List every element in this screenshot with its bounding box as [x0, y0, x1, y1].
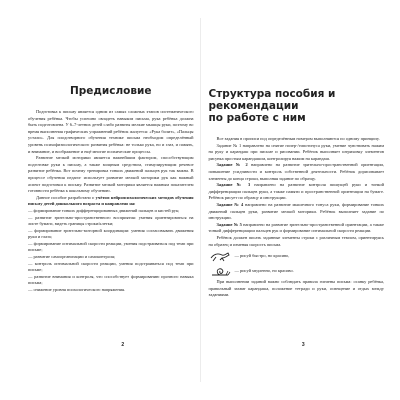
example-slow-text: — рисуй медленно, но красиво. — [234, 267, 294, 273]
right-page-title — [209, 88, 384, 124]
list-item: — формирование оптимальной скорости реакции, умения подстраиваться под темп при письме; — [28, 240, 194, 253]
list-item: — контроль оптимальной скорости реакции, умения подстраиваться под темп при письме; — [28, 260, 194, 273]
task-text: направлено на развитие мышечного тонуса руки, формирование тонких движений пальцев руки, развитие мелкой моторики. Ребёнок выполняет задание по инструкции. — [208, 201, 384, 221]
list-item: — снижение уровня психологического напряжения. — [28, 287, 126, 293]
intro-plain: Данное пособие разработано — [36, 194, 93, 200]
task-label: Задание № 4 — [216, 201, 244, 207]
right-paragraph-1: Все задания в прописи под определённым номером выполняются по одному принципу. — [216, 136, 380, 141]
right-page-number: 3 — [301, 342, 305, 348]
left-paragraph-2: Развитие мелкой моторики является важнейшим фактором, способствующим подготовке руки к письму, а также мощным средством, стимулирующим речевое развитие ребёнка. Вот почему тренировка тонких движений пальцев рук так важна. В процессе обучения педагог использует развитие мелкой моторики рук как важный аспект подготовки к письму. Развитие мелкой моторики является важным показателем готовности ребёнка к школьному обучению. — [28, 155, 194, 194]
example-fast — [209, 249, 384, 263]
task-3 — [209, 182, 384, 202]
example-slow — [209, 264, 384, 278]
closing-paragraph: При выполнении заданий важно соблюдать правила гигиены письма: осанку ребёнка, правильный захват карандаша, положение тетради и руки, освещение и отдых между заданиями. — [208, 279, 384, 298]
task-2 — [209, 162, 384, 182]
task-text: направлено на развитие зрительно-пространственной ориентации, повышение усидчивости и контроль собственной деятельности. Ребёнок дорисовывает элементы до конца строки, выполняя задание по образцу. — [208, 162, 384, 181]
right-paragraph-2: Задание № 1 направлено на снятие гипер-/гипотонуса руки, умение чувствовать нажим на руку и карандаш при письме и рисовании. Ребёнок выполняет штриховку элементов рисунка простым карандашом, контролируя нажим на карандаш. — [208, 142, 384, 161]
list-item: — формирование зрительно-моторной координации: умения согласовывать движения руки и глаза; — [28, 227, 194, 240]
intro-bold: с учётом нейропсихологических методов обучения письму детей дошкольного возраста и направлено на: — [28, 194, 194, 207]
right-title-line-2: по работе с ним — [208, 112, 306, 124]
after-tasks-paragraph: Ребёнок должен писать заданные элементы строки с различным темпом, ориентируясь на образец и изменяя скорость письма. — [208, 234, 384, 247]
list-item: — формирование тонких дифференцированных движений пальцев и кистей рук; — [28, 207, 180, 213]
task-label: Задание № 2 — [216, 162, 248, 168]
right-title-line-1: Структура пособия и рекомендации — [208, 88, 336, 112]
left-page — [10, 8, 200, 392]
left-paragraph-1: Подготовка к письму является одним из самых сложных этапов систематического обучения ребёнка. Чтобы успешно овладеть навыком письма, рука ребёнка должна быть подготовлена. У 6–7-летних детей слабо развиты мелкие мышцы руки, поэтому во время выполнения графических упражнений ребёнок жалуется: «Рука болит», «Пальцы устали». Для плодотворного обучения технике письма необходим определённый уровень психофизиологического развития ребёнка: не только рука, но и глаз, и память, и внимание, и воображение и ещё многие психические процессы. — [28, 109, 194, 154]
left-page-title: Предисловие — [70, 85, 152, 97]
task-label: Задание № 5 — [216, 221, 242, 227]
task-text: направлено на развитие зрительно-пространственной ориентации, а также тонкой дифференциации пальцев рук и формирование оптимальной скорости реакции. — [208, 221, 384, 234]
running-animal-icon — [209, 250, 231, 262]
task-text: направлено на развитие контроля пишущей руки и тонкой дифференциации пальцев руки, а также памяти и пространственной ориентации на бумаге. Ребёнок рисует по образцу и инструкции. — [208, 182, 385, 201]
left-page-number: 2 — [121, 342, 125, 348]
list-item: — развитие внимания и контроля, что способствует формированию прочного навыка письма; — [28, 273, 194, 286]
list-item: — развитие самоорганизации и самоконтроля; — [28, 254, 116, 260]
task-5 — [209, 222, 384, 235]
list-item: — развитие зрительно-пространственного восприятия: умения ориентироваться на листе бумаги, видеть границы строки/клетки; — [28, 214, 194, 227]
snail-icon — [209, 265, 231, 277]
right-page — [201, 8, 390, 392]
task-label: Задание № 3 — [216, 182, 251, 188]
example-fast-text: — рисуй быстро, но красиво, — [234, 252, 290, 258]
task-4 — [209, 202, 384, 222]
left-intro — [28, 195, 194, 208]
